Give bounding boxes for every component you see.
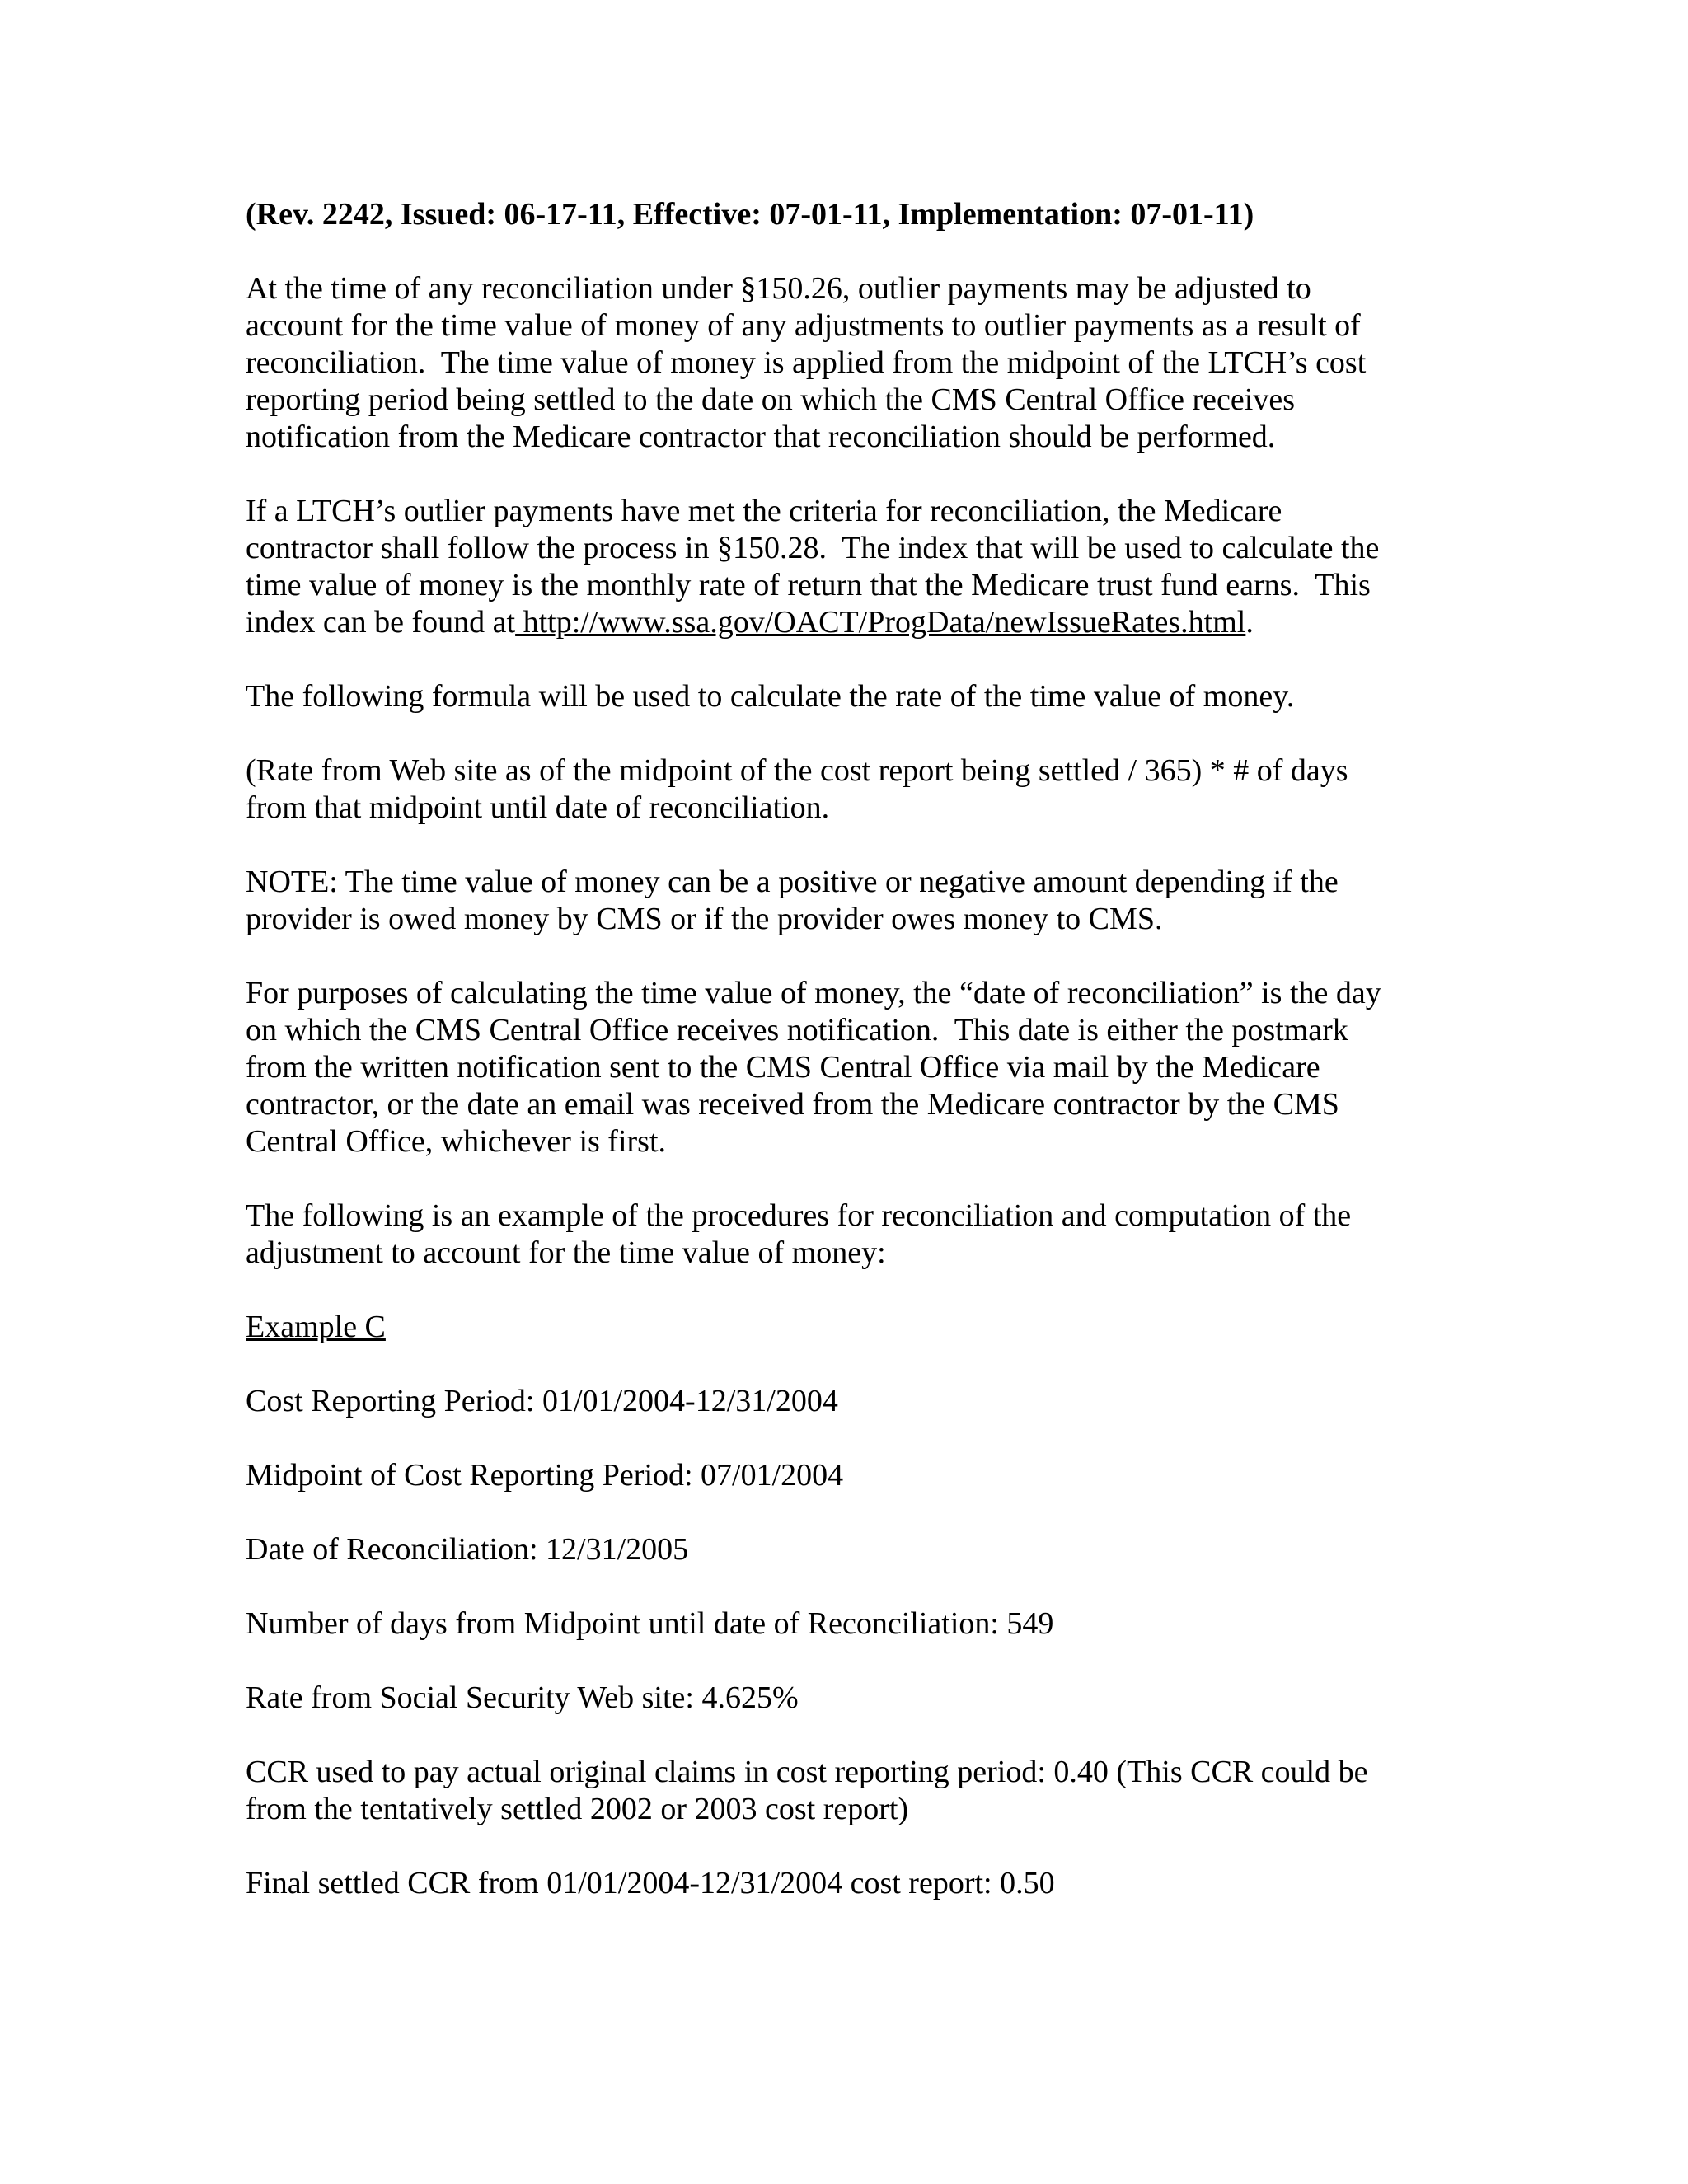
example-title: Example C: [246, 1310, 386, 1344]
text-line: The following formula will be used to calculate the rate of the time value of money.: [246, 679, 1295, 714]
text-line: At the time of any reconciliation under §150.26, outlier payments may be adjusted to: [246, 271, 1311, 306]
paragraph-date-definition: [246, 975, 1449, 1160]
text-line: The following is an example of the procedures for reconciliation and computation of the: [246, 1198, 1352, 1233]
example-cost-period: Cost Reporting Period: 01/01/2004-12/31/2004: [246, 1384, 838, 1418]
ssa-rates-link[interactable]: http://www.ssa.gov/OACT/ProgData/newIssueRates.html: [515, 605, 1246, 640]
text-line: (Rate from Web site as of the midpoint of the cost report being settled / 365) * # of days: [246, 753, 1348, 788]
text-line: Central Office, whichever is first.: [246, 1124, 667, 1159]
paragraph-time-value-intro: [246, 270, 1449, 456]
text-line: on which the CMS Central Office receives notification. This date is either the postmark: [246, 1013, 1348, 1047]
paragraph-formula: [246, 752, 1449, 827]
text-line: account for the time value of money of any adjustments to outlier payments as a result of: [246, 308, 1361, 343]
paragraph-index-info: [246, 493, 1449, 641]
text-line-with-link: [246, 604, 1449, 641]
paragraph-formula-intro: [246, 678, 1449, 715]
text-line: time value of money is the monthly rate of return that the Medicare trust fund earns. This: [246, 568, 1371, 602]
text-line: For purposes of calculating the time value of money, the “date of reconciliation” is the day: [246, 976, 1381, 1010]
text-line: from the tentatively settled 2002 or 2003 cost report): [246, 1792, 909, 1826]
text-line: NOTE: The time value of money can be a positive or negative amount depending if the: [246, 865, 1339, 899]
paragraph-example-intro: [246, 1197, 1449, 1272]
text-line: reporting period being settled to the date on which the CMS Central Office receives: [246, 382, 1295, 417]
text-fragment: .: [1245, 605, 1254, 640]
text-line: contractor, or the date an email was received from the Medicare contractor by the CMS: [246, 1087, 1339, 1122]
text-line: If a LTCH’s outlier payments have met the criteria for reconciliation, the Medicare: [246, 494, 1282, 528]
example-ccr-used: [246, 1754, 1449, 1828]
example-midpoint: Midpoint of Cost Reporting Period: 07/01/2004: [246, 1458, 844, 1493]
example-days: Number of days from Midpoint until date of Reconciliation: 549: [246, 1606, 1054, 1641]
text-line: notification from the Medicare contractor that reconciliation should be performed.: [246, 419, 1276, 454]
text-line: from the written notification sent to the CMS Central Office via mail by the Medicare: [246, 1050, 1320, 1085]
text-line: from that midpoint until date of reconciliation.: [246, 790, 830, 825]
text-line: provider is owed money by CMS or if the provider owes money to CMS.: [246, 902, 1163, 936]
text-line: adjustment to account for the time value of money:: [246, 1235, 886, 1270]
text-line: CCR used to pay actual original claims in cost reporting period: 0.40 (This CCR could be: [246, 1755, 1368, 1789]
example-rate: Rate from Social Security Web site: 4.625%: [246, 1680, 799, 1715]
example-final-ccr: Final settled CCR from 01/01/2004-12/31/2004 cost report: 0.50: [246, 1866, 1055, 1900]
revision-heading: (Rev. 2242, Issued: 06-17-11, Effective: 07-01-11, Implementation: 07-01-11): [246, 197, 1254, 232]
paragraph-note: [246, 864, 1449, 938]
text-fragment: index can be found at: [246, 605, 516, 640]
example-reconciliation-date: Date of Reconciliation: 12/31/2005: [246, 1532, 689, 1567]
document-page: [246, 196, 1449, 1939]
text-line: contractor shall follow the process in §150.28. The index that will be used to calculate the: [246, 531, 1380, 565]
text-line: reconciliation. The time value of money is applied from the midpoint of the LTCH’s cost: [246, 345, 1367, 380]
